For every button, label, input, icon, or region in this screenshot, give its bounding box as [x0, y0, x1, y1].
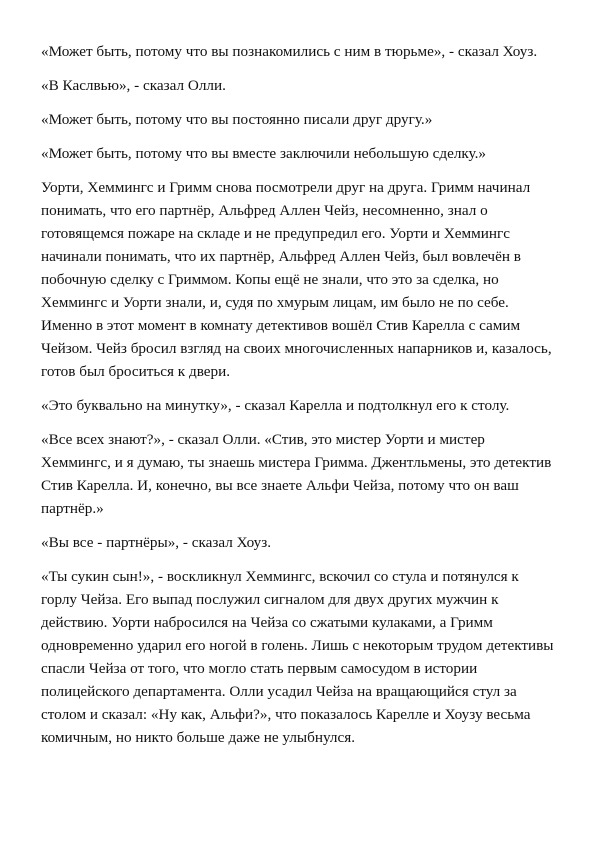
paragraph-5: Уорти, Хеммингс и Гримм снова посмотрели друг на друга. Гримм начинал понимать, что его партнёр, Альфред Аллен Чейз, несомненно, знал о готовящемся пожаре на складе и не предупредил его. Уорти и Хеммингс начинали понимать, что их партнёр, Альфред Аллен Чейз, был вовлечён в побочную сделку с Гриммом. Копы ещё не знали, что это за сделка, но Хеммингс и Уорти знали, и, судя по хмурым лицам, им было не по себе. Именно в этот момент в комнату детективов вошёл Стив Карелла с самим Чейзом. Чейз бросил взгляд на своих многочисленных напарников и, казалось, готов был броситься к двери. — [41, 179, 552, 380]
paragraph-1: «Может быть, потому что вы познакомились с ним в тюрьме», - сказал Хоуз. — [41, 43, 538, 60]
paragraph-4: «Может быть, потому что вы вместе заключили небольшую сделку.» — [41, 145, 487, 162]
paragraph-6: «Это буквально на минутку», - сказал Карелла и подтолкнул его к столу. — [41, 397, 510, 414]
paragraph-2: «В Каслвью», - сказал Олли. — [41, 77, 226, 94]
paragraph-3: «Может быть, потому что вы постоянно писали друг другу.» — [41, 111, 433, 128]
paragraph-9: «Ты сукин сын!», - воскликнул Хеммингс, вскочил со стула и потянулся к горлу Чейза. Его выпад послужил сигналом для двух других мужчин к действию. Уорти набросился на Чейза со сжатыми кулаками, а Гримм одновременно ударил его ногой в голень. Лишь с некоторым трудом детективы спасли Чейза от того, что могло стать первым самосудом в истории полицейского департамента. Олли усадил Чейза на вращающийся стул за столом и сказал: «Ну как, Альфи?», что показалось Карелле и Хоузу весьма комичным, но никто больше даже не улыбнулся. — [41, 568, 554, 746]
paragraph-7: «Все всех знают?», - сказал Олли. «Стив, это мистер Уорти и мистер Хеммингс, и я думаю, ты знаешь мистера Гримма. Джентльмены, это детектив Стив Карелла. И, конечно, вы все знаете Альфи Чейза, потому что он ваш партнёр.» — [41, 431, 552, 517]
paragraph-8: «Вы все - партнёры», - сказал Хоуз. — [41, 534, 272, 551]
